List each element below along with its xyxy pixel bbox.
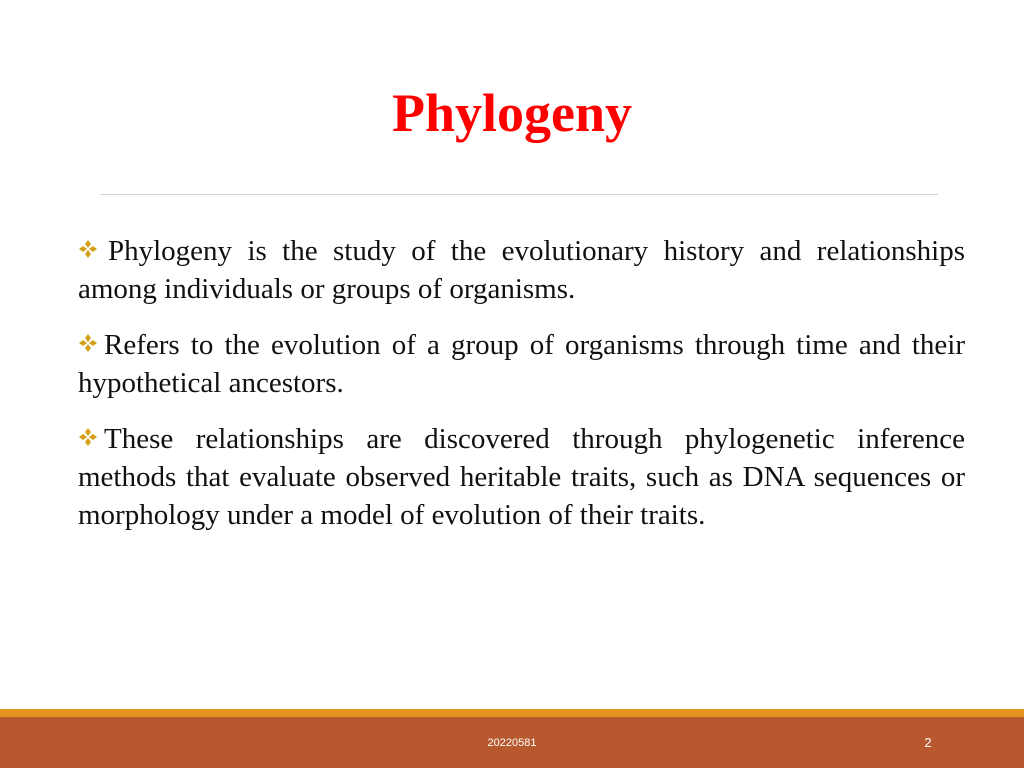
bullet-item [78,326,965,402]
four-diamond-bullet-icon [78,239,98,259]
page-number: 2 [924,735,932,750]
footer-id: 20220581 [487,737,537,749]
title-divider [100,194,938,195]
bullet-text: Refers to the evolution of a group of organisms through time and their hypothetical ancestors. [78,329,965,399]
bullet-item [78,232,965,308]
four-diamond-bullet-icon [78,427,98,447]
bullet-list [78,232,965,552]
four-diamond-bullet-icon [78,333,98,353]
footer-accent-line [0,709,1024,717]
bullet-text: These relationships are discovered through phylogenetic inference methods that evaluate observed heritable traits, such as DNA sequences or morphology under a model of evolution of their traits. [78,423,965,531]
bullet-text: Phylogeny is the study of the evolutionary history and relationships among individuals or groups of organisms. [78,235,965,305]
bullet-item [78,420,965,534]
slide-title: Phylogeny [391,83,633,143]
